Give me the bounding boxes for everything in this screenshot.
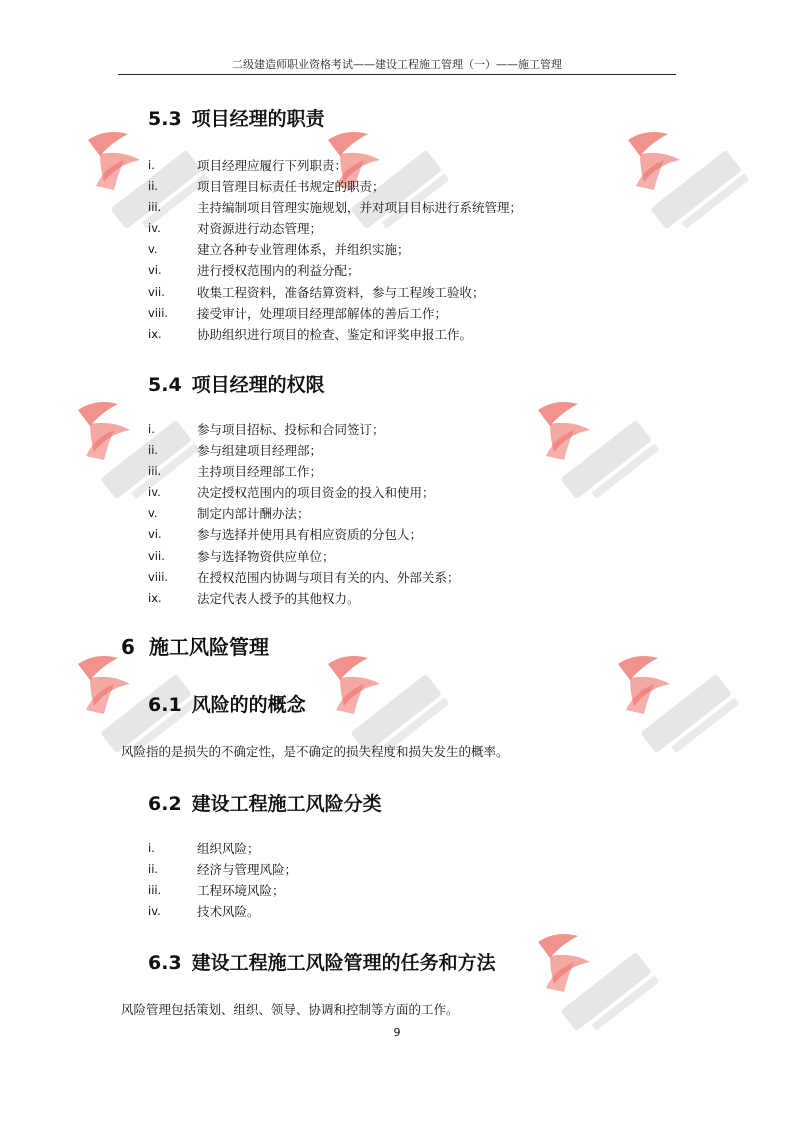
list-item (148, 260, 708, 281)
list-marker: iii. (148, 883, 162, 898)
section-title: 建设工程施工风险分类 (191, 793, 382, 815)
list-text: 接受审计，处理项目经理部解体的善后工作； (197, 305, 448, 321)
list-item (148, 503, 708, 524)
list-item (148, 546, 708, 567)
section-heading-6-3 (148, 948, 496, 975)
watermark-logo (600, 632, 750, 782)
list-item (148, 859, 708, 880)
list-item (148, 461, 708, 482)
list-text: 进行授权范围内的利益分配； (197, 263, 360, 279)
list-text: 协助组织进行项目的检查、鉴定和评奖申报工作。 (197, 326, 473, 342)
risk-management-paragraph: 风险管理包括策划、组织、领导、协调和控制等方面的工作。 (121, 1002, 459, 1017)
list-item (148, 218, 708, 239)
risk-category-list (148, 838, 708, 922)
list-marker: iv. (148, 221, 161, 236)
list-marker: vi. (148, 527, 162, 542)
list-text: 参与项目招标、投标和合同签订； (197, 422, 385, 437)
list-text: 经济与管理风险； (197, 862, 298, 878)
list-marker: v. (148, 242, 158, 257)
list-marker: viii. (148, 305, 169, 320)
page-number: 9 (393, 1026, 401, 1039)
section-number: 6.1 (148, 694, 182, 716)
list-text: 项目管理目标责任书规定的职责； (197, 179, 385, 195)
list-item (148, 901, 708, 922)
list-marker: iii. (148, 200, 162, 215)
chapter-heading-6 (121, 631, 269, 660)
list-text: 工程环境风险； (197, 883, 285, 899)
list-item (148, 524, 708, 545)
list-marker: ix. (148, 326, 162, 341)
list-text: 参与选择物资供应单位； (197, 548, 335, 564)
list-text: 主持项目经理部工作； (197, 464, 323, 480)
list-marker: v. (148, 506, 158, 521)
list-text: 在授权范围内协调与项目有关的内、外部关系； (197, 569, 460, 585)
list-text: 组织风险； (197, 841, 260, 856)
list-marker: vii. (148, 548, 165, 563)
section-title: 建设工程施工风险管理的任务和方法 (191, 952, 496, 974)
list-text: 制定内部计酬办法； (197, 506, 310, 522)
list-text: 技术风险。 (197, 904, 260, 920)
list-marker: iii. (148, 464, 162, 479)
list-marker: i. (148, 422, 155, 436)
list-marker: viii. (148, 569, 169, 584)
list-item (148, 282, 708, 303)
list-text: 项目经理应履行下列职责： (197, 158, 348, 173)
list-text: 对资源进行动态管理； (197, 221, 323, 237)
chapter-number: 6 (121, 635, 135, 659)
section-number: 6.3 (148, 952, 182, 974)
list-item (148, 440, 708, 461)
list-item (148, 482, 708, 503)
section-number: 5.4 (148, 374, 182, 396)
list-text: 参与选择并使用具有相应资质的分包人； (197, 527, 423, 543)
section-title: 项目经理的权限 (191, 374, 325, 396)
section-heading-5-3 (148, 104, 325, 131)
list-marker: ii. (148, 443, 159, 458)
list-text: 决定授权范围内的项目资金的投入和使用； (197, 485, 435, 501)
list-marker: i. (148, 158, 155, 172)
section-title: 项目经理的职责 (191, 108, 325, 130)
list-item (148, 567, 708, 588)
page-header: 二级建造师职业资格考试——建设工程施工管理（一）——施工管理 (118, 56, 676, 75)
list-marker: vi. (148, 263, 162, 278)
authority-list (148, 419, 708, 609)
chapter-title: 施工风险管理 (149, 635, 269, 659)
list-marker: vii. (148, 284, 165, 299)
list-marker: iv. (148, 485, 161, 500)
list-marker: ii. (148, 862, 159, 877)
list-item (148, 588, 708, 609)
list-marker: i. (148, 841, 155, 855)
list-item (148, 324, 708, 345)
list-item (148, 239, 708, 260)
list-text: 法定代表人授予的其他权力。 (197, 590, 360, 606)
section-heading-6-1 (148, 690, 306, 717)
list-text: 收集工程资料，准备结算资料，参与工程竣工验收； (197, 284, 485, 300)
list-item (148, 303, 708, 324)
section-heading-5-4 (148, 370, 325, 397)
list-item (148, 155, 708, 176)
list-marker: iv. (148, 904, 161, 919)
risk-definition-paragraph: 风险指的是损失的不确定性，是不确定的损失程度和损失发生的概率。 (121, 744, 509, 759)
list-marker: ii. (148, 179, 159, 194)
list-text: 建立各种专业管理体系，并组织实施； (197, 242, 410, 258)
section-number: 6.2 (148, 793, 182, 815)
list-marker: ix. (148, 590, 162, 605)
list-item (148, 838, 708, 859)
duties-list (148, 155, 708, 345)
list-item (148, 176, 708, 197)
list-item (148, 880, 708, 901)
list-text: 主持编制项目管理实施规划，并对项目目标进行系统管理； (197, 200, 523, 216)
section-number: 5.3 (148, 108, 182, 130)
list-text: 参与组建项目经理部； (197, 443, 323, 459)
list-item (148, 419, 708, 440)
list-item (148, 197, 708, 218)
section-title: 风险的的概念 (191, 694, 306, 716)
section-heading-6-2 (148, 789, 382, 816)
